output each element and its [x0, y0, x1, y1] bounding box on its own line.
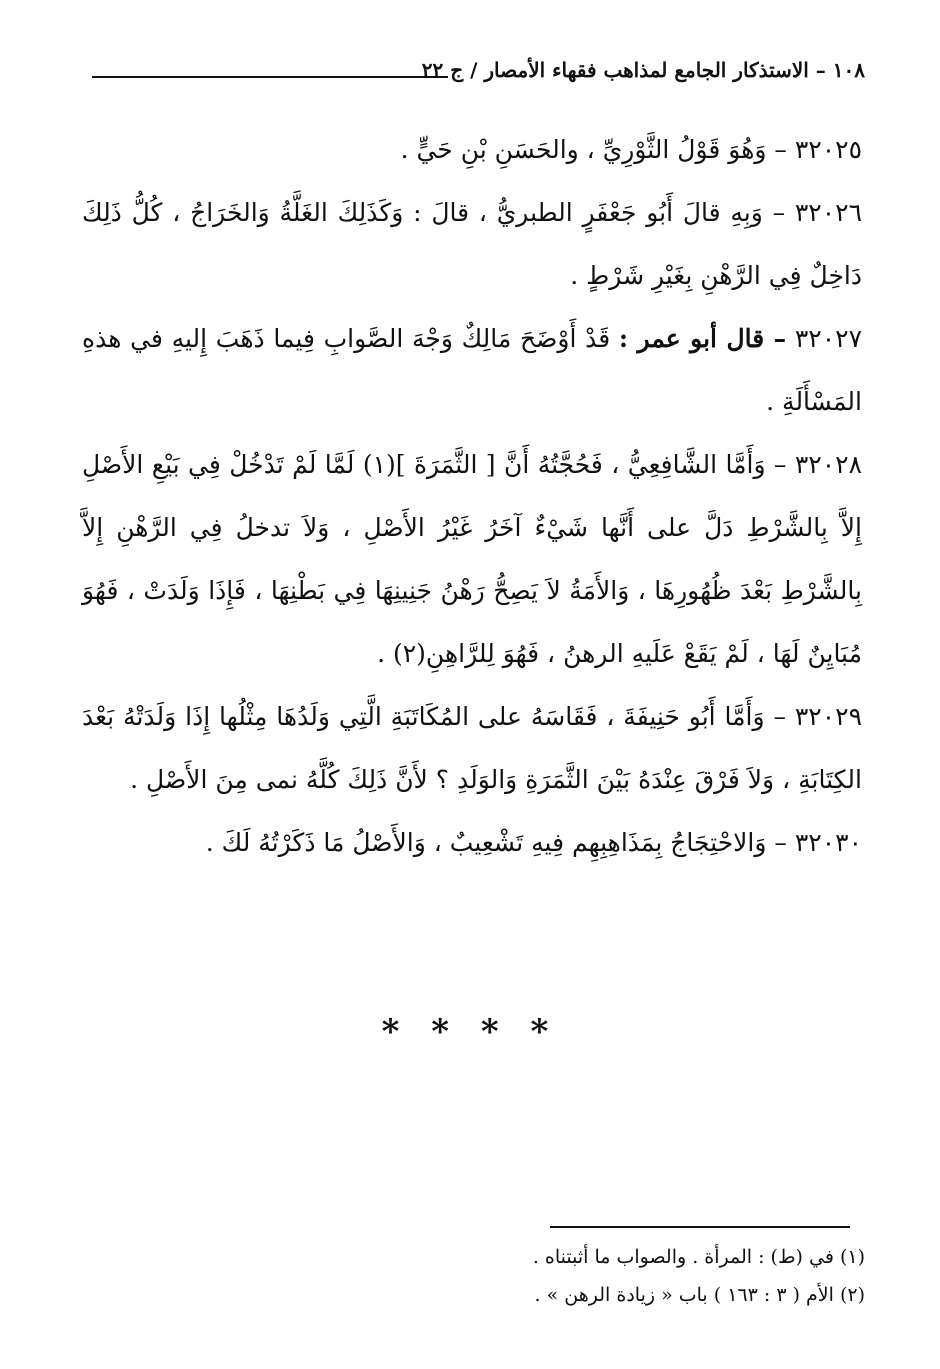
footnotes [265, 1238, 865, 1314]
paragraph-32030 [82, 811, 862, 874]
paragraph-text: – وَالاحْتِجَاجُ بِمَذَاهِبِهِم فِيهِ تَشْعِيبٌ ، وَالأَصْلُ مَا ذَكَرْتُهُ لَكَ . [205, 828, 787, 857]
paragraph-lead: – قال أبو عمر : [618, 324, 787, 353]
paragraph-number: ٣٢٠٢٥ [794, 135, 862, 164]
running-header: ١٠٨ – الاستذكار الجامع لمذاهب فقهاء الأمصار / ج ٢٢ [421, 58, 865, 82]
paragraph-text: – وَهُوَ قَوْلُ الثَّوْرِيِّ ، والحَسَنِ بْنِ حَيٍّ . [400, 135, 787, 164]
paragraph-number: ٣٢٠٣٠ [794, 828, 862, 857]
footnote-2: (٢) الأم ( ٣ : ١٦٣ ) باب « زيادة الرهن » . [534, 1284, 865, 1306]
paragraph-32026 [82, 181, 862, 307]
paragraph-32029 [82, 685, 862, 811]
paragraph-32027 [82, 307, 862, 433]
section-separator: * * * * [381, 1012, 559, 1052]
paragraph-number: ٣٢٠٢٧ [794, 324, 862, 353]
paragraph-text: – وَبِهِ قالَ أَبُو جَعْفَرٍ الطبريُّ ، قالَ : وَكَذَلِكَ الغَلَّةُ وَالخَرَاجُ ، كُلُّ ذَلِكَ دَاخِلٌ فِي الرَّهْنِ بِغَيْرِ شَرْطٍ . [82, 198, 862, 290]
paragraph-number: ٣٢٠٢٦ [794, 198, 863, 227]
paragraph-number: ٣٢٠٢٨ [794, 450, 862, 479]
footnote-1: (١) في (ط) : المرأة . والصواب ما أثبتناه . [532, 1246, 865, 1268]
paragraph-32028 [82, 433, 862, 685]
paragraph-number: ٣٢٠٢٩ [794, 702, 862, 731]
paragraph-text: – وَأَمَّا الشَّافِعِيُّ ، فَحُجَّتُهُ أَنَّ [ الثَّمَرَةَ ](١) لَمَّا لَمْ تَدْخُلْ فِي بَيْعِ الأَصْلِ إِلاَّ بِالشَّرْطِ دَلَّ على أَنَّها شَيْءٌ آخَرُ غَيْرُ الأَصْلِ ، وَلاَ تدخلُ فِي الرَّهْنِ إِلاَّ بِالشَّرْطِ بَعْدَ ظُهُورِهَا ، وَالأَمَةُ لاَ يَصِحُّ رَهْنُ جَنِينِهَا فِي بَطْنِهَا ، فَإِذَا وَلَدَتْ ، فَهُوَ مُبَايِنٌ لَهَا ، لَمْ يَقَعْ عَلَيهِ الرهنُ ، فَهُوَ لِلرَّاهِنِ(٢) . [82, 450, 862, 668]
header-rule [92, 76, 448, 78]
footnote-rule [550, 1226, 850, 1228]
paragraph-32025 [82, 118, 862, 181]
main-text [82, 118, 862, 874]
paragraph-text: – وَأَمَّا أَبُو حَنِيفَةَ ، فَقَاسَهُ على المُكَاتَبَةِ الَّتِي وَلَدُهَا مِثْلُها إِذَا وَلَدَتْهُ بَعْدَ الكِتَابَةِ ، وَلاَ فَرْقَ عِنْدَهُ بَيْنَ الثَّمَرَةِ وَالوَلَدِ ؟ لأَنَّ ذَلِكَ كُلَّهُ نمى مِنَ الأَصْلِ . [82, 702, 862, 794]
paragraph-text: قَدْ أَوْضَحَ مَالِكٌ وَجْهَ الصَّوابِ فِيما ذَهَبَ إِليهِ في هذهِ المَسْأَلَةِ . [82, 324, 862, 416]
